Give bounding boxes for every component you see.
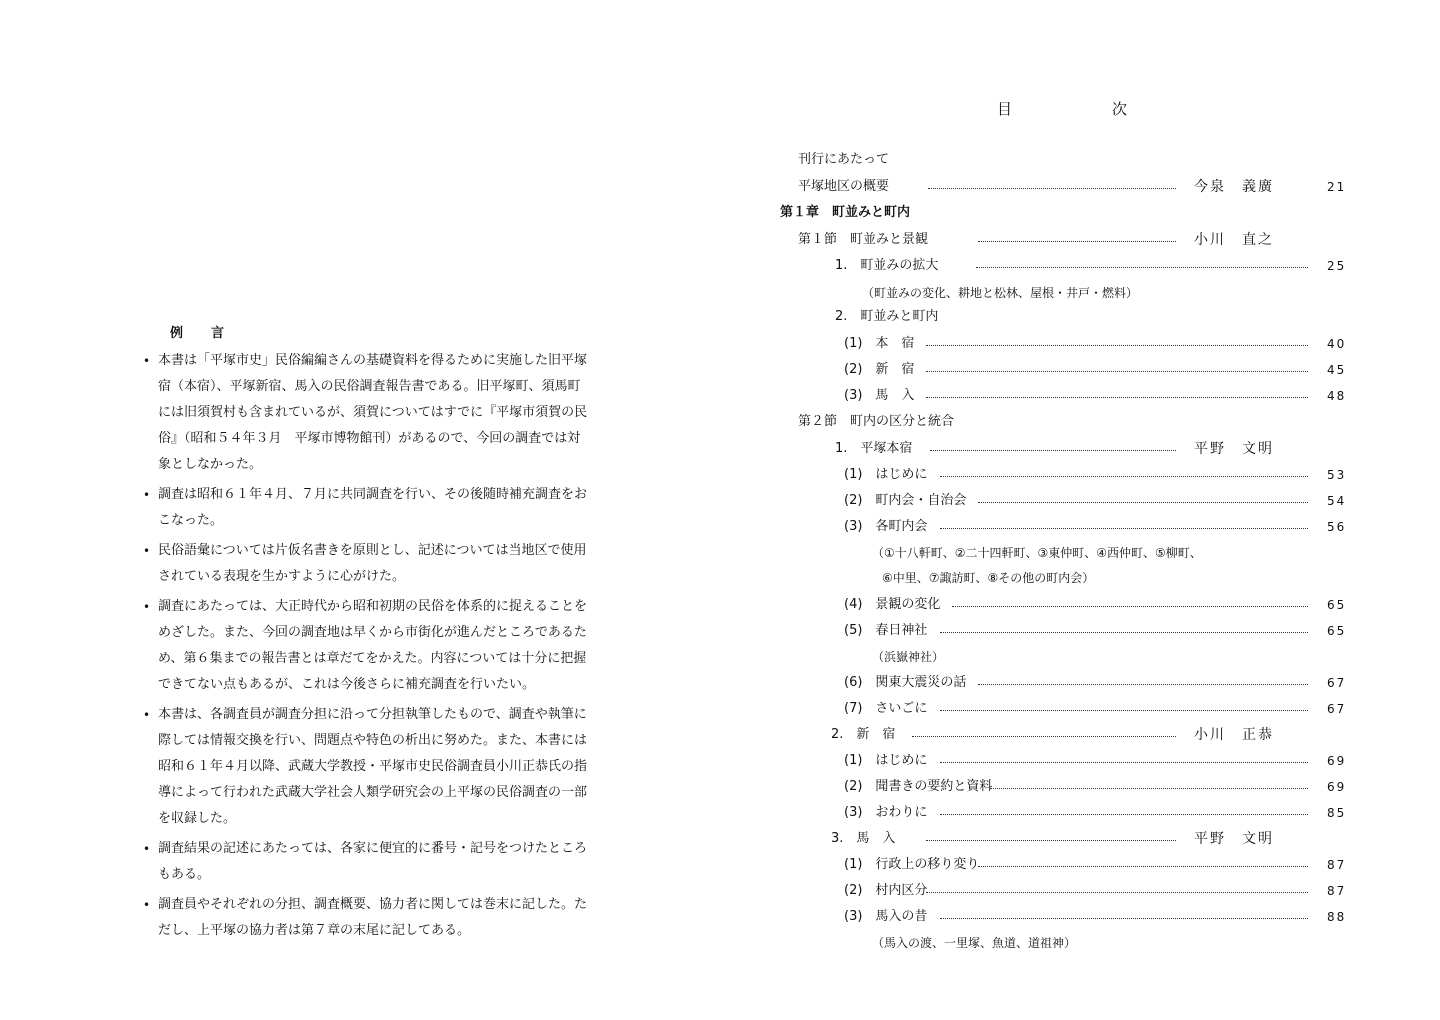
bullet-icon: • <box>143 708 151 722</box>
preface-line: には旧須賀村も含まれているが、須賀についてはすでに『平塚市須賀の民 <box>158 405 588 420</box>
bullet-icon: • <box>143 354 151 368</box>
toc-entry-page: 67 <box>1327 702 1347 716</box>
toc-entry-page: 54 <box>1327 494 1347 508</box>
toc-entry-author: 平野 文明 <box>1194 831 1274 847</box>
toc-entry-page: 87 <box>1327 884 1347 898</box>
leader-dots <box>928 188 1176 189</box>
toc-entry-label: (3) 馬 入 <box>844 388 915 403</box>
leader-dots <box>940 762 1308 763</box>
leader-dots <box>940 710 1308 711</box>
toc-entry-page: 45 <box>1327 363 1347 377</box>
toc-entry-author: 平野 文明 <box>1194 441 1274 457</box>
preface-line: 調査員やそれぞれの分担、調査概要、協力者に関しては巻末に記した。た <box>158 897 588 912</box>
toc-entry[interactable] <box>720 801 1440 825</box>
toc-entry-label: 第１節 町並みと景観 <box>798 232 929 247</box>
toc-entry-label: (3) 各町内会 <box>844 519 928 534</box>
bullet-icon: • <box>143 544 151 558</box>
toc-entry-label: 2. 新 宿 <box>831 727 896 742</box>
leader-dots <box>940 476 1308 477</box>
toc-entry-label: （馬入の渡、一里塚、魚道、道祖神） <box>872 936 1077 950</box>
toc-entry[interactable] <box>720 541 1440 565</box>
toc-entry-label: (3) おわりに <box>844 805 928 820</box>
toc-entry-page: 53 <box>1327 468 1347 482</box>
toc-entry-label: (1) はじめに <box>844 467 928 482</box>
toc-entry-label: (1) はじめに <box>844 753 928 768</box>
preface-line: 調査結果の記述にあたっては、各家に便宜的に番号・記号をつけたところ <box>158 841 588 856</box>
toc-entry-label: (1) 本 宿 <box>844 336 915 351</box>
preface-title-char-1: 例 <box>170 326 184 341</box>
toc-entry-page: 69 <box>1327 754 1347 768</box>
toc-entry-label: 第１章 町並みと町内 <box>780 205 911 220</box>
preface-line: を収録した。 <box>158 811 237 826</box>
preface-line: されている表現を生かすように心がけた。 <box>158 569 406 584</box>
leader-dots <box>990 788 1308 789</box>
leader-dots <box>912 736 1176 737</box>
preface-line: め、第６集までの報告書とは章だてをかえた。内容については十分に把握 <box>158 651 587 666</box>
toc-entry[interactable] <box>720 853 1440 877</box>
preface-line: 導によって行われた武蔵大学社会人類学研究会の上平塚の民俗調査の一部 <box>158 785 588 800</box>
leader-dots <box>978 866 1308 867</box>
toc-entry-page: 65 <box>1327 624 1347 638</box>
bullet-icon: • <box>143 842 151 856</box>
toc-entry-label: 平塚地区の概要 <box>798 179 890 194</box>
toc-entry-author: 小川 正恭 <box>1194 727 1274 743</box>
toc-entry[interactable] <box>720 879 1440 903</box>
toc-entry[interactable] <box>720 437 1440 461</box>
toc-entry-label: （浜嶽神社） <box>872 650 945 664</box>
toc-entry-page: 56 <box>1327 520 1347 534</box>
toc-entry-label: （①十八軒町、②二十四軒町、③東仲町、④西仲町、⑤柳町、 <box>872 546 1202 560</box>
toc-entry-label: (3) 馬入の昔 <box>844 909 928 924</box>
preface-line: だし、上平塚の協力者は第７章の末尾に記してある。 <box>158 923 471 938</box>
toc-entry-label: 第２節 町内の区分と統合 <box>798 414 955 429</box>
toc-entry-page: 87 <box>1327 858 1347 872</box>
toc-entry[interactable] <box>720 281 1440 305</box>
preface-line: 俗』（昭和５４年３月 平塚市博物館刊）があるので、今回の調査では対 <box>158 431 581 446</box>
toc-entry[interactable] <box>720 254 1440 278</box>
toc-entry-label: 2. 町並みと町内 <box>835 309 939 324</box>
toc-entry-page: 88 <box>1327 910 1347 924</box>
toc-entry[interactable] <box>720 332 1440 356</box>
toc-entry[interactable] <box>720 305 1440 329</box>
leader-dots <box>940 918 1308 919</box>
toc-entry-page: 69 <box>1327 780 1347 794</box>
toc-entry-label: (2) 新 宿 <box>844 362 915 377</box>
toc-entry[interactable] <box>720 175 1440 199</box>
leader-dots <box>926 840 1176 841</box>
toc-entry[interactable] <box>720 645 1440 669</box>
preface-item <box>143 482 603 534</box>
preface-line: 調査にあたっては、大正時代から昭和初期の民俗を体系的に捉えることを <box>158 599 588 614</box>
toc-entry[interactable] <box>720 489 1440 513</box>
bullet-icon: • <box>143 898 151 912</box>
toc-entry-label: (2) 町内会・自治会 <box>844 493 967 508</box>
bullet-icon: • <box>143 488 151 502</box>
toc-entry-label: (2) 村内区分 <box>844 883 928 898</box>
toc-entry[interactable] <box>720 775 1440 799</box>
toc-entry[interactable] <box>720 566 1440 590</box>
toc-entry[interactable] <box>720 931 1440 955</box>
preface-list <box>143 348 603 948</box>
preface-line: 本書は「平塚市史」民俗編編さんの基礎資料を得るために実施した旧平塚 <box>158 353 588 368</box>
toc-entry-page: 40 <box>1327 337 1347 351</box>
toc-entry[interactable] <box>720 593 1440 617</box>
leader-dots <box>926 397 1308 398</box>
leader-dots <box>940 814 1308 815</box>
preface-line: 昭和６１年４月以降、武蔵大学教授・平塚市史民俗調査員小川正恭氏の指 <box>158 759 588 774</box>
toc-entry-label: (6) 関東大震災の話 <box>844 675 967 690</box>
preface-item <box>143 702 603 832</box>
toc-entry-page: 48 <box>1327 389 1347 403</box>
preface-item <box>143 892 603 944</box>
preface-item <box>143 538 603 590</box>
toc-entry[interactable] <box>720 905 1440 929</box>
toc-entry-page: 65 <box>1327 598 1347 612</box>
toc-entry[interactable] <box>720 463 1440 487</box>
bullet-icon: • <box>143 600 151 614</box>
toc-entry[interactable] <box>720 515 1440 539</box>
leader-dots <box>978 241 1176 242</box>
preface-line: 民俗語彙については片仮名書きを原則とし、記述については当地区で使用 <box>158 543 587 558</box>
toc-entry-page: 85 <box>1327 806 1347 820</box>
toc-entry-label: 3. 馬 入 <box>831 831 896 846</box>
preface-title <box>170 322 224 341</box>
preface-line: もある。 <box>158 867 211 882</box>
leader-dots <box>976 267 1308 268</box>
toc-entry-page: 67 <box>1327 676 1347 690</box>
toc-entry-label: （町並みの変化、耕地と松林、屋根・井戸・燃料） <box>862 286 1139 300</box>
leader-dots <box>930 450 1176 451</box>
toc-entry-label: (5) 春日神社 <box>844 623 928 638</box>
preface-line: できてない点もあるが、これは今後さらに補充調査を行いたい。 <box>158 677 536 692</box>
toc-entry[interactable] <box>720 384 1440 408</box>
leader-dots <box>978 502 1308 503</box>
leader-dots <box>926 371 1308 372</box>
preface-item <box>143 348 603 478</box>
toc-entry[interactable] <box>720 619 1440 643</box>
preface-line: めざした。また、今回の調査地は早くから市街化が進んだところであるた <box>158 625 587 640</box>
toc-entry[interactable] <box>720 228 1440 252</box>
toc-entry-page: 25 <box>1327 259 1347 273</box>
toc-entry-label: 刊行にあたって <box>798 152 890 167</box>
toc-entry[interactable] <box>720 723 1440 747</box>
preface-line: 宿（本宿）、平塚新宿、馬入の民俗調査報告書である。旧平塚町、須馬町 <box>158 379 581 394</box>
toc-entry[interactable] <box>720 749 1440 773</box>
leader-dots <box>940 632 1308 633</box>
toc-entry[interactable] <box>720 671 1440 695</box>
toc-entry-label: (4) 景観の変化 <box>844 597 941 612</box>
preface-item <box>143 836 603 888</box>
leader-dots <box>952 606 1308 607</box>
toc-entry-label: (7) さいごに <box>844 701 928 716</box>
toc-entry[interactable] <box>720 358 1440 382</box>
leader-dots <box>926 345 1308 346</box>
toc-entry-author: 今泉 義廣 <box>1194 179 1274 195</box>
leader-dots <box>978 684 1308 685</box>
preface-line: 本書は、各調査員が調査分担に沿って分担執筆したもので、調査や執筆に <box>158 707 587 722</box>
toc-entry-label: (2) 聞書きの要約と資料 <box>844 779 993 794</box>
right-page <box>720 0 1440 1020</box>
toc-entry[interactable] <box>720 697 1440 721</box>
toc-entry[interactable] <box>720 827 1440 851</box>
toc-entry-label: ⑥中里、⑦諏訪町、⑧その他の町内会） <box>882 571 1095 585</box>
toc-entry[interactable] <box>720 410 1440 434</box>
toc-heading-char-2: 次 <box>1112 100 1128 118</box>
preface-item <box>143 594 603 698</box>
preface-line: 象としなかった。 <box>158 457 263 472</box>
preface-line: こなった。 <box>158 513 224 528</box>
preface-title-char-2: 言 <box>211 326 225 341</box>
toc-entry[interactable] <box>720 148 1440 172</box>
toc-entry-label: (1) 行政上の移り変り <box>844 857 980 872</box>
leader-dots <box>926 892 1308 893</box>
preface-line: 際しては情報交換を行い、問題点や特色の析出に努めた。また、本書には <box>158 733 588 748</box>
toc-entry[interactable] <box>720 201 1440 225</box>
toc-entry-label: 1. 平塚本宿 <box>835 441 913 456</box>
toc-entry-author: 小川 直之 <box>1194 232 1274 248</box>
toc-heading-char-1: 目 <box>997 100 1013 118</box>
preface-line: 調査は昭和６１年４月、７月に共同調査を行い、その後随時補充調査をお <box>158 487 588 502</box>
leader-dots <box>940 528 1308 529</box>
toc-entry-label: 1. 町並みの拡大 <box>835 258 939 273</box>
toc-entry-page: 21 <box>1327 180 1347 194</box>
